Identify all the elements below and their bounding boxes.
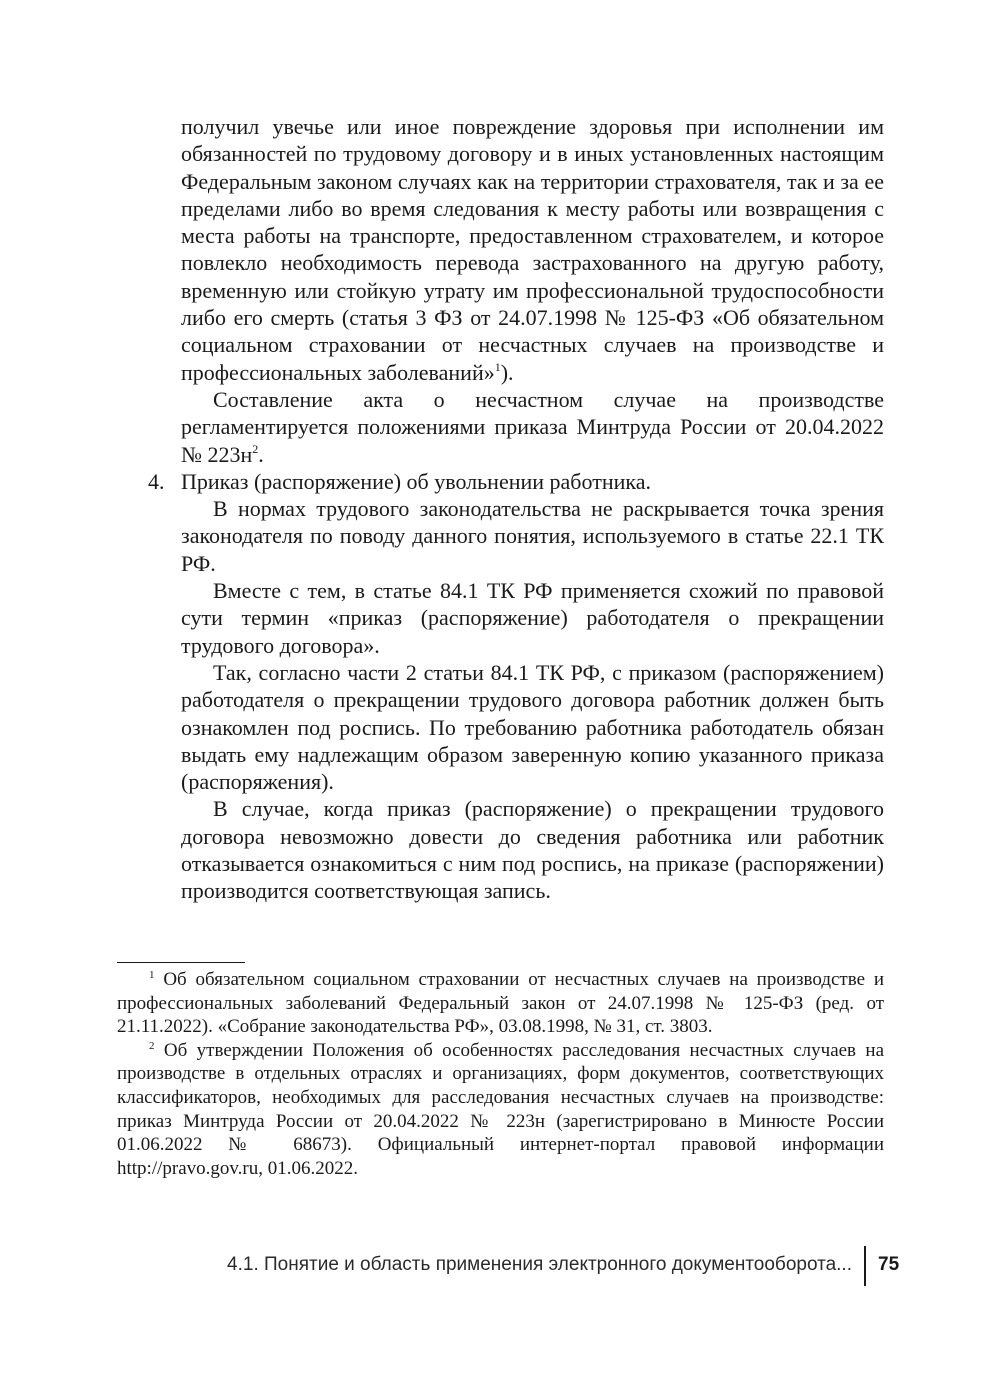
paragraph-act-regulation: Составление акта о несчастном случае на производстве регламентируется положениями приказа Минтруда России от 20.04.2022 № $223н^2$.: [181, 386, 884, 467]
footnote-text: Об обязательном социальном страховании от несчастных случаев на производстве и профессиональных заболеваний Федеральный закон от 24.07.1998 № 125-ФЗ (ред. от 21.11.2022). «Собрание законодательства РФ», 03.08.1998, № 31, ст. 3803.: [117, 969, 884, 1038]
main-text: [148, 113, 884, 905]
running-title: 4.1. Понятие и область применения электронного документооборота...: [227, 1254, 852, 1275]
list-number: 4.: [148, 468, 165, 494]
list-item-text: Приказ (распоряжение) об увольнении работника.: [181, 468, 651, 494]
page-number: 75: [878, 1254, 900, 1275]
footnote-text: Об утверждении Положения об особенностях расследования несчастных случаев на производстве в отдельных отраслях и организациях, форм документов, соответствующих классификаторов, необходимых для расследования несчастных случаев на производстве: приказ Минтруда России от 20.04.2022 № 223н (зарегистрировано в Минюсте России 01.06.2022 № 68673). Официальный интернет-портал правовой информации http://pravo.gov.ru, 01.06.2022.: [117, 1039, 885, 1179]
footnote-separator: [117, 962, 245, 963]
page-footer: [0, 1246, 1000, 1286]
paragraph-signature: Так, согласно части 2 статьи 84.1 ТК РФ, с приказом (распоряжением) работодателя о прекращении трудового договора работник должен быть ознакомлен под роспись. По требованию работника работодатель обязан выдать ему надлежащим образом заверенную копию указанного приказа (распоряжения).: [181, 659, 884, 795]
footnotes: [117, 968, 884, 1180]
paragraph-continued: получил увечье или иное повреждение здоровья при исполнении им обязанностей по трудовому договору и в иных установленных настоящим Федеральным законом случаях как на территории страхователя, так и за ее пределами либо во время следования к месту работы или возвращения с места работы на транспорте, предоставленном страхователем, и которое повлекло необходимость перевода застрахованного на другую работу, временную или стойкую утрату им профессиональной трудоспособности либо его смерть (статья 3 ФЗ от 24.07.1998 № 125-ФЗ «Об обязательном социальном страховании от несчастных случаев на производстве и профессиональных заболеваний»$^1$).: [181, 114, 884, 385]
footnote-mark: 1: [149, 969, 155, 981]
footer-divider: [864, 1246, 866, 1286]
paragraph-definition: В нормах трудового законодательства не раскрывается точка зрения законодателя по поводу данного понятия, используемого в статье 22.1 ТК РФ.: [181, 496, 884, 576]
list-item-4: [148, 468, 884, 495]
footnote-ref-2[interactable]: 2: [252, 441, 259, 456]
paragraph-refusal: В случае, когда приказ (распоряжение) о прекращении трудового договора невозможно довести до сведения работника или работник отказывается ознакомиться с ним под роспись, на приказе (распоряжении) производится соответствующая запись.: [181, 796, 884, 904]
footnote-ref-1[interactable]: 1: [494, 359, 501, 374]
footnote-mark: 2: [149, 1039, 155, 1052]
footnote-2: [117, 1039, 884, 1181]
paragraph-term: Вместе с тем, в статье 84.1 ТК РФ применяется схожий по правовой сути термин «приказ (распоряжение) работодателя о прекращении трудового договора».: [181, 578, 884, 658]
footnote-1: [117, 968, 884, 1039]
